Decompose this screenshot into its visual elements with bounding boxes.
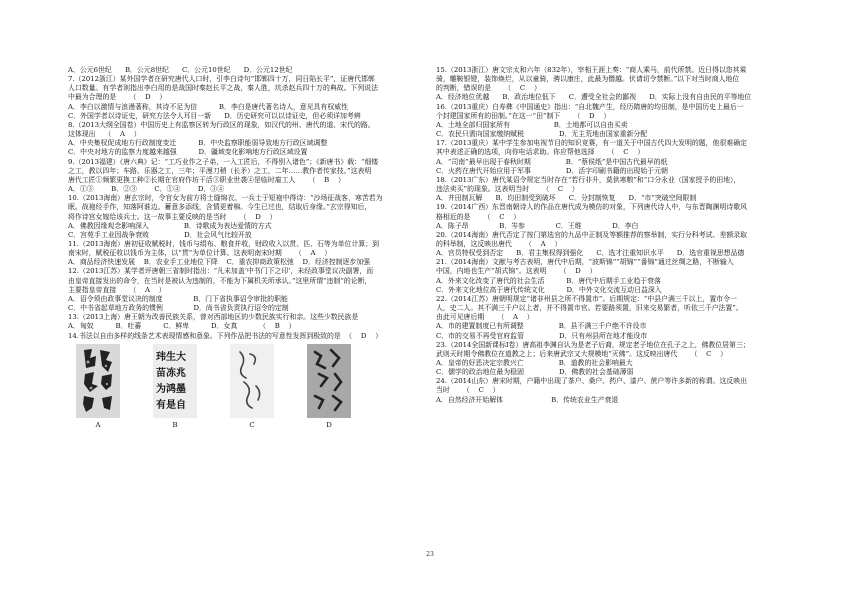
left-column-line xyxy=(68,148,425,157)
left-column-line-text: A．中央集权促成地方行政制度变迁 B．中央监察职能弱导致地方行政区域调整 xyxy=(68,139,328,148)
calligraphy-image-c xyxy=(230,344,274,429)
right-column-line xyxy=(436,93,798,102)
right-column-line xyxy=(436,286,798,295)
right-column-line xyxy=(436,359,798,368)
left-column-line xyxy=(68,185,425,194)
right-column-line-text: 22.（2014江苏）唐朝明规定“诸非州县之所不得置市”。后期规定：“中县户满三千以上，置市令一 xyxy=(436,294,737,303)
right-column-line xyxy=(436,139,798,148)
svg-text:玮生大: 玮生大 xyxy=(156,351,186,363)
right-column-line xyxy=(436,332,798,341)
left-column-line-text: 由皇帝直接发出的命令，在当时是被认为违制的，不能为下属机关所承认。”这里所谓“违制”的论断， xyxy=(68,276,372,285)
right-column-line xyxy=(436,304,798,313)
right-column-line-text: 格相近的是 （ C ） xyxy=(436,212,521,221)
left-column-line xyxy=(68,231,425,240)
left-column-line-text: C．宫苑手工业因战争衰败 D．社会风气比较开放 xyxy=(68,230,252,239)
left-column-line-text: 10.（2013海南）唐玄宗时，令官女为前方将士缝绵衣。一兵士于短袍中得诗：“沙场征战客，寒苦若为 xyxy=(68,194,383,203)
right-column-line xyxy=(436,84,798,93)
left-column-line-text: C．中央对地方的监察力度越来越强 D．疆域变化影响地方行政区域设置 xyxy=(68,148,308,157)
left-column-line-text: A．商品经济快速发展 B．农业手工业地位下降 C．重农抑商政策松弛 D．经济控制逐步加强 xyxy=(68,258,371,267)
left-column-line-text: 主要指皇帝直接 （ A ） xyxy=(68,285,166,294)
right-column-line xyxy=(436,185,798,194)
left-column-line-text: 人口数量。有学者则指出李白用的是战国时秦赵长平之战，秦人胜，坑杀赵兵四十万的典故。下列说法 xyxy=(68,84,379,93)
left-column-line-text: 眠。战袍经手作，知落阿谁边。蓄意多添线，含情更着棉。今生已过也，结取后身缘。”玄宗得知后， xyxy=(68,203,372,212)
right-column-line-text: A．官员特权受到否定 B．君主集权得到强化 C．选才注重知识水平 D．选官重视思想品德 xyxy=(436,249,745,258)
right-column-line xyxy=(436,368,798,377)
left-column-line xyxy=(68,304,425,313)
right-column-line-text: A．经济地位优越 B．政治地位低下 C．遭受全社会的鄙视 D．实际上没有自由民的平等地位 xyxy=(436,93,752,102)
right-column-line xyxy=(436,167,798,176)
calligraphy-image-d xyxy=(307,344,351,429)
left-column-line-text: 中最为合理的是 （ D ） xyxy=(68,93,167,102)
calligraphy-label-b: B xyxy=(172,420,178,429)
left-column-line xyxy=(68,332,425,341)
right-column-line-text: A．“司南”最早出现于春秋时期 B．“蔡侯纸”是中国古代最早的纸 xyxy=(436,157,668,166)
left-column-line xyxy=(68,240,425,249)
left-column-line xyxy=(68,84,425,93)
right-column-line xyxy=(436,295,798,304)
calligraphy-options xyxy=(68,344,425,432)
right-column-line xyxy=(436,277,798,286)
right-column-line-text: 17.（2013重庆）某中学生参加电视节目的知识竞赛，有一道关于中国古代四大发明的题，他很难确定 xyxy=(436,139,748,148)
right-column-line-text: 23.（2014全国新课标Ⅰ卷）唐高祖李渊自认为是老子后裔，规定老子地位在孔子之上，佛教位居第三； xyxy=(436,340,750,349)
calligraphy-label-a: A xyxy=(95,420,101,429)
left-column-line-text: 14.书法以自由多样的线条艺术表现情感和意象。下列作品把书法的写意性发挥到极致的是 （ D ） xyxy=(68,331,383,340)
right-column-line xyxy=(436,231,798,240)
right-column-line xyxy=(436,258,798,267)
page-number: 23 xyxy=(426,551,434,558)
calligraphy-image-b xyxy=(153,344,197,429)
left-column-line xyxy=(68,213,425,222)
left-column-line xyxy=(68,249,425,258)
right-column-line xyxy=(436,75,798,84)
right-column-line-text: 的判断，错误的是 （ C ） xyxy=(436,84,541,93)
left-column-line-text: 8.（2013大纲全国卷）中国历史上有监察区转为行政区的现象，如汉代的州、唐代的道、宋代的路。 xyxy=(68,120,375,129)
left-column-line-text: A．诏令须由政事堂议决的制度 B．门下省执事诏令审批的职能 xyxy=(68,294,288,303)
left-column-line xyxy=(68,194,425,203)
right-column-line-text: 违法卖买”的现象。这表明当时 （ C ） xyxy=(436,185,579,194)
right-column-line xyxy=(436,350,798,359)
left-column-line xyxy=(68,167,425,176)
right-column-line xyxy=(436,130,798,139)
left-column-line xyxy=(68,203,425,212)
right-column-line-text: A．井田制瓦解 B．均田制受到破坏 C．分封制恢复 D．“市”突破空间限制 xyxy=(436,194,697,203)
right-column-line-text: 中国，内地也生产“胡式锦”。这表明 （ D ） xyxy=(436,267,597,276)
left-column-line xyxy=(68,176,425,185)
left-column-line-text: 9.（2013福建）《唐六典》记：“工巧业作之子弟，一入工匠后，不得别入诸色”；《新唐书》载：“细镂 xyxy=(68,157,379,166)
left-column-line-text: 13.（2013上海）唐王朝为改善民族关系，曾对西部地区的少数民族实行和亲。这些少数民族是 xyxy=(68,313,359,322)
left-column-line xyxy=(68,130,425,139)
left-column-line-text: A．佛教因缘观念影响深入 B．诗歌成为表达爱情的方式 xyxy=(68,221,272,230)
left-column xyxy=(68,66,425,432)
calligraphy-label-d: D xyxy=(326,420,332,429)
right-column-line-text: C．儒学的政治地位最为稳固 D．佛教的社会基础薄弱 xyxy=(436,368,634,377)
right-column-line xyxy=(436,249,798,258)
right-column-line-text: A．皇帝的好恶决定宗教兴亡 B．道教的社会影响最大 xyxy=(436,359,633,367)
right-column xyxy=(436,66,798,405)
left-column-line-text: A．①③ B．②③ C．①④ D．③④ xyxy=(68,185,225,194)
calligraphy-label-c: C xyxy=(249,420,255,429)
left-column-line-text: 12.（2013江苏）某学者评唐朝三省制时指出：“凡未加盖‘中书门下之印’，未经政事堂议决副署，而 xyxy=(68,267,374,276)
left-column-line-text: C．中书省起草地方政务的惯例 D．尚书省负责执行诏令的定制 xyxy=(68,304,289,313)
left-column-line xyxy=(68,121,425,130)
right-column-line xyxy=(436,396,798,405)
right-column-line xyxy=(436,66,798,75)
right-column-line xyxy=(436,386,798,395)
left-column-line xyxy=(68,103,425,112)
left-column-line xyxy=(68,286,425,295)
left-column-line xyxy=(68,75,425,84)
right-column-line-text: 其中表述正确的选项，向你电话求助。你应帮他选择 （ C ） xyxy=(436,148,645,157)
right-column-line xyxy=(436,203,798,212)
left-column-line xyxy=(68,322,425,331)
right-column-line-text: A．市的建置制度已有所调整 B．县不满三千户绝不许设市 xyxy=(436,322,647,331)
right-column-line-text: 的科举制，这反映出唐代 （ A ） xyxy=(436,239,562,248)
right-column-line xyxy=(436,322,798,331)
left-column-line xyxy=(68,277,425,286)
right-column-line xyxy=(436,377,798,386)
left-column-line xyxy=(68,258,425,267)
right-column-line-text: 15.（2013浙江）唐文宗太和六年（832年），宰相王涯上奏：“商人乘马，前代所禁。近日得以恣其乘 xyxy=(436,66,747,74)
right-column-line-text: 当时 （ C ） xyxy=(436,386,500,395)
left-column-line xyxy=(68,222,425,231)
right-column-line xyxy=(436,240,798,249)
left-column-line-text: 7.（2012浙江）某外国学者在研究唐代人口时，引李白诗句“邯郸四十万，同日陷长平”，证唐代邯郸 xyxy=(68,75,375,84)
right-column-line-text: 个封建国家所有的田制。”在这一“田”制下 （ D ） xyxy=(436,111,611,120)
left-column-line xyxy=(68,139,425,148)
left-column-line-text: 南宋时，赋税征收以钱币为主体，以“贯”为单位计算。这表明南宋时期 （ A ） xyxy=(68,249,332,258)
right-column-line xyxy=(436,158,798,167)
right-column-line xyxy=(436,103,798,112)
svg-text:苗冻兆: 苗冻兆 xyxy=(156,367,186,379)
left-column-line-text: 唐代工匠①频繁更换工种②长期在官府作坊干活③职业世袭④是临时雇工人 （ B ） xyxy=(68,175,345,184)
right-column-line-text: C．外来文化地位高于唐代传统文化 D．中外文化交流互动日益深入 xyxy=(436,285,662,294)
left-column-line xyxy=(68,66,425,75)
svg-text:有是自: 有是自 xyxy=(156,399,186,411)
left-column-line xyxy=(68,295,425,304)
right-column-line-text: A．外来文化改变了唐代的社会生活 B．唐代中后期手工业趋于衰落 xyxy=(436,276,661,285)
right-column-line xyxy=(436,341,798,350)
left-column-line xyxy=(68,267,425,276)
right-column-line-text: A．自然经济开始解体 B．传统农业生产衰退 xyxy=(436,395,619,404)
right-column-line-text: 16.（2013重庆）白寿彝《中国通史》指出：“自北魏产生，经历隋唐的均田制，是中国历史上最后一 xyxy=(436,102,744,111)
right-column-line-text: 21.（2014海南）文献与考古表明，唐代中后期，“波斯锦”“胡锦”“番锦”通过丝绸之路，不断输入 xyxy=(436,258,734,267)
right-column-line-text: 由此可见唐后期 （ A ） xyxy=(436,313,534,322)
right-column-line-text: A．陈子昂 B．岑参 C．王维 D．李白 xyxy=(436,221,639,230)
right-column-line xyxy=(436,213,798,222)
calligraphy-image-a xyxy=(76,344,120,429)
left-column-line xyxy=(68,158,425,167)
left-column-line-text: 之工，教以四年；车路、乐器之工，三年；平漫刀稍（长矛）之工，二年……教作者传家技。”这表明 xyxy=(68,166,372,175)
left-column-line-text: 11.（2013海南）唐初征收赋税时，钱币与绢布、粮食并收，财政收入以贯、匹、石等为单位计算；到 xyxy=(68,239,380,248)
right-column-line-text: A．土地全部归国家所有 B．土地都可以自由买卖 xyxy=(436,120,628,129)
right-column-line-text: 武则天时期令佛教位在道教之上；后来唐武宗又大规模地“灭佛”。这反映出唐代 （ C ） xyxy=(436,349,728,358)
right-column-line-text: 20.（2014海南）唐代否定了按门第选官的九品中正制及等额推荐的察举制，实行分科考试、差额录取 xyxy=(436,230,748,239)
left-column-line-text: A．李白以激情与浪漫著称，其诗不足为信 B．李白是唐代著名诗人，意见具有权威性 xyxy=(68,102,349,111)
left-column-line-text: C．外国学者以诗证史，研究方法令人耳目一新 D．历史研究可以以诗证史，但必须详加考辨 xyxy=(68,111,361,120)
left-column-line xyxy=(68,93,425,102)
left-column-line-text: 将作诗宫女嫁给该兵士。这一故事主要反映的是当时 （ D ） xyxy=(68,212,277,221)
left-column-line-text: A．匈奴 B．吐蕃 C．鲜卑 D．女真 （ B ） xyxy=(68,322,296,331)
right-column-line xyxy=(436,222,798,231)
right-column-line xyxy=(436,267,798,276)
right-column-line-text: 18.（2013广东）唐代某诏令规定当时存在“若行非升，莫供寒粮”和“口分永业（国家授予的田地）， xyxy=(436,175,741,184)
right-column-line-text: C．市的交易不再受官府监管 D．只有州县所在地才能设市 xyxy=(436,331,648,340)
right-column-line-text: C．农民只需向国家缴纳赋税 D．无主荒地由国家重新分配 xyxy=(436,130,648,139)
right-column-line-text: 24.（2014山东）唐宋时期，户籍中出现了茶户、桑户、药户、漆户、蔗户等许多新的称谓。这反映出 xyxy=(436,377,748,386)
right-column-line xyxy=(436,121,798,130)
right-column-line-text: 人，史二人。其不满三千户以上者，并不得置市官。若要路须置，旧来交易繁者，听依三千户法置”。 xyxy=(436,304,743,313)
right-column-line xyxy=(436,176,798,185)
right-column-line xyxy=(436,112,798,121)
right-column-line-text: 19.（2014广西）东晋南朝诗人的作品在唐代成为模仿的对象，下列唐代诗人中，与东晋陶渊明诗歌风 xyxy=(436,203,748,212)
right-column-line xyxy=(436,194,798,203)
right-column-line-text: C．火药在唐代开始应用于军事 D．活字印刷书籍的出现始于元朝 xyxy=(436,166,668,175)
right-column-line xyxy=(436,313,798,322)
left-column-line-text: 这体现出 （ A ） xyxy=(68,130,141,139)
right-column-line xyxy=(436,148,798,157)
right-column-line-text: 骑，雕鞍银镫，装饰焕烂，从以童骑，骋以康庄，此最为僭越。伏请切令禁断。”以下对当时商人地位 xyxy=(436,75,740,84)
left-column-line-text: A．公元6世纪 B．公元8世纪 C．公元10世纪 D．公元12世纪 xyxy=(68,66,293,74)
left-column-line xyxy=(68,112,425,121)
left-column-line xyxy=(68,313,425,322)
svg-text:为鸿墨: 为鸿墨 xyxy=(156,383,186,395)
